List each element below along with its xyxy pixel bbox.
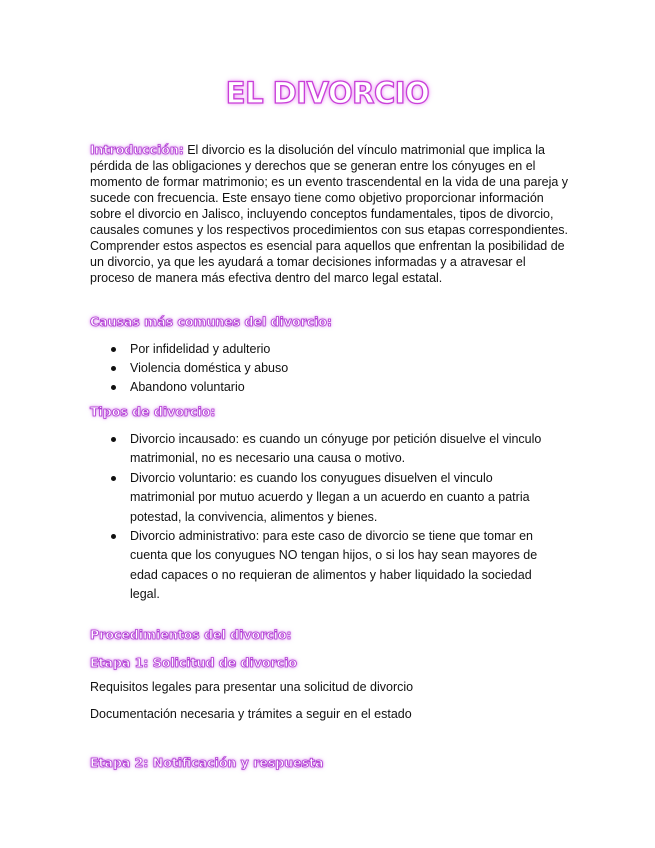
list-item-text: Divorcio administrativo: para este caso de divorcio se tiene que tomar en cuenta que los conyugues NO tengan hijos, o si los hay sean mayores de edad capaces o no requieran de alimentos y haber liquidado la sociedad legal. [130, 529, 538, 602]
bullet-icon [111, 385, 116, 390]
causas-heading: Causas más comunes del divorcio: [90, 314, 332, 329]
intro-text: El divorcio es la disolución del vínculo matrimonial que implica la pérdida de las obligaciones y derechos que se generan entre los cónyuges en el momento de formar matrimonio; es un evento trascendental en la vida de una pareja y sucede con frecuencia. Este ensayo tiene como objetivo proporcionar información sobre el divorcio en Jalisco, incluyendo conceptos fundamentales, tipos de divorcio, causales comunes y los respectivos procedimientos con sus etapas correspondientes. Comprender estos aspectos es esencial para aquellos que enfrentan la posibilidad de un divorcio, ya que les ayudará a tomar decisiones informadas y a atravesar el proceso de manera más efectiva dentro del marco legal estatal. [90, 143, 569, 285]
bullet-icon [111, 476, 116, 481]
procedimientos-heading: Procedimientos del divorcio: [90, 627, 292, 642]
list-item [90, 340, 560, 359]
list-item-text: Por infidelidad y adulterio [130, 342, 271, 356]
list-item [90, 527, 560, 605]
etapa1-line-1: Requisitos legales para presentar una solicitud de divorcio [90, 680, 414, 694]
list-item [90, 469, 560, 527]
tipos-list [90, 430, 560, 605]
list-item-text: Divorcio incausado: es cuando un cónyuge por petición disuelve el vinculo matrimonial, no es necesario una causa o motivo. [130, 432, 542, 466]
etapa1-line-2: Documentación necesaria y trámites a seguir en el estado [90, 707, 412, 721]
causas-list [90, 340, 560, 397]
list-item [90, 430, 560, 469]
etapa2-heading: Etapa 2: Notificación y respuesta [90, 755, 324, 770]
etapa1-heading: Etapa 1: Solicitud de divorcio [90, 655, 297, 670]
bullet-icon [111, 437, 116, 442]
list-item [90, 378, 560, 397]
list-item-text: Violencia doméstica y abuso [130, 361, 289, 375]
bullet-icon [111, 347, 116, 352]
list-item-text: Abandono voluntario [130, 380, 245, 394]
intro-label: Introducción: [90, 142, 184, 157]
tipos-heading: Tipos de divorcio: [90, 404, 216, 419]
document-title: EL DIVORCIO [225, 76, 430, 110]
list-item [90, 359, 560, 378]
bullet-icon [111, 534, 116, 539]
intro-paragraph [90, 142, 570, 286]
list-item-text: Divorcio voluntario: es cuando los conyugues disuelven el vinculo matrimonial por mutuo acuerdo y llegan a un acuerdo en cuanto a patria potestad, la convivencia, alimentos y bienes. [130, 470, 530, 524]
bullet-icon [111, 366, 116, 371]
